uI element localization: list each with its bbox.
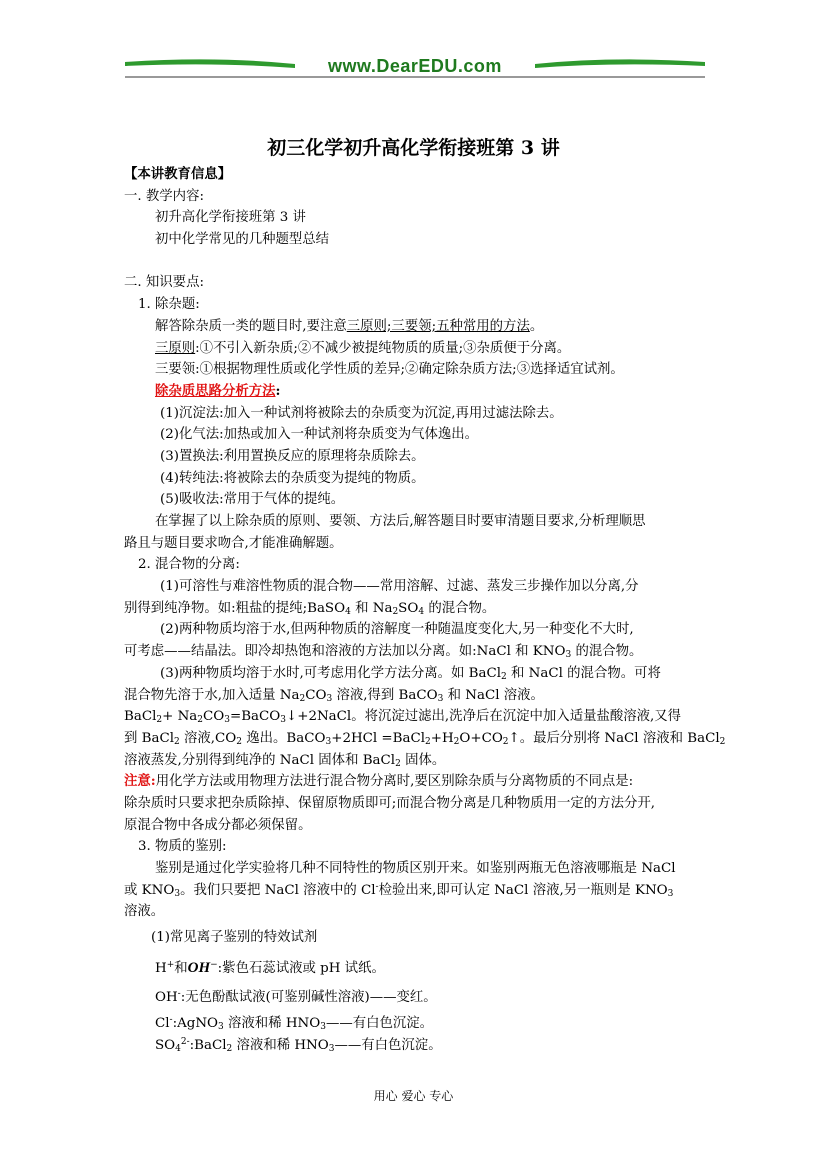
section-2-heading: 二. 知识要点: (124, 275, 204, 291)
note-line: 注意:用化学方法或用物理方法进行混合物分离时,要区别除杂质与分离物质的不同点是: (124, 773, 634, 790)
point-1-heading: 1. 除杂题: (138, 297, 200, 313)
section-1-heading: 一. 教学内容: (124, 188, 204, 204)
section-heading: 【本讲教育信息】 (124, 166, 232, 182)
note-line: 原混合物中各成分都必须保留。 (124, 817, 312, 833)
page-header (125, 52, 705, 82)
page-title: 初三化学初升高化学衔接班第 3 讲 (267, 137, 560, 159)
method-item: (2)化气法:加热或加入一种试剂将杂质变为气体逸出。 (160, 427, 479, 443)
paragraph-line: 三原则:①不引入新杂质;②不减少被提纯物质的质量;③杂质便于分离。 (155, 340, 571, 356)
content-line: 初升高化学衔接班第 3 讲 (155, 210, 306, 226)
point-3-heading: 3. 物质的鉴别: (138, 839, 227, 855)
method-item: (3)置换法:利用置换反应的原理将杂质除去。 (160, 448, 425, 464)
paragraph-line: 路且与题目要求吻合,才能准确解题。 (124, 535, 343, 551)
paragraph-line: 在掌握了以上除杂质的原则、要领、方法后,解答题目时要审清题目要求,分析理顺思 (155, 514, 646, 529)
subheading: (1)常见离子鉴别的特效试剂 (151, 930, 318, 946)
reagent-line: Cl-:AgNO$_3$ 溶液和稀 $HNO_3——$有白色沉淀。 (155, 1015, 434, 1033)
site-logo: www.DearEDU.com (328, 56, 502, 76)
reagent-line: OH-:无色酚酞试液(可鉴别碱性溶液)——变红。 (155, 989, 437, 1006)
paragraph-line: 或 $KNO_3$。我们只要把 NaCl 溶液中的 Cl-检验出来,即可认定 NaCl 溶液,另一瓶则是 $KNO_3$ (124, 881, 674, 899)
paragraph-line: (1)可溶性与难溶性物质的混合物——常用溶解、过滤、蒸发三步操作加以分离,分 (160, 579, 639, 595)
paragraph-line: 三要领:①根据物理性质或化学性质的差异;②确定除杂质方法;③选择适宜试剂。 (155, 362, 624, 378)
reagent-line: $SO_4^{2-}:BaCl_2$ 溶液和稀 $HNO_3——$有白色沉淀。 (155, 1036, 442, 1054)
page-footer: 用心 爱心 专心 (373, 1089, 454, 1103)
equation-line: BaCl$_2$+ $Na_2CO_3=BaCO_3↓+2NaCl$。将沉淀过滤出,洗净后在沉淀中加入适量盐酸溶液,又得 (124, 709, 682, 726)
paragraph-line: 溶液蒸发,分别得到纯净的 NaCl 固体和 BaCl$_2$ 固体。 (124, 752, 446, 769)
paragraph-line: 溶液。 (124, 904, 165, 920)
paragraph-line: (3)两种物质均溶于水时,可考虑用化学方法分离。如 BaCl$_2$ 和 NaCl 的混合物。可将 (160, 665, 661, 682)
paragraph-line: (2)两种物质均溶于水,但两种物质的溶解度一种随温度变化大,另一种变化不大时, (160, 622, 634, 638)
paragraph-line: 解答除杂质一类的题目时,要注意三原则;三要领;五种常用的方法。 (155, 318, 544, 334)
reagent-line: H+和OH−:紫色石蕊试液或 pH 试纸。 (155, 960, 385, 977)
document-body (124, 164, 726, 1056)
content-line: 初中化学常见的几种题型总结 (155, 232, 330, 248)
method-item: (5)吸收法:常用于气体的提纯。 (160, 492, 345, 508)
method-heading: 除杂质思路分析方法: (155, 382, 281, 399)
paragraph-line: 可考虑——结晶法。即冷却热饱和溶液的方法加以分离。如:NaCl 和 $KNO_3$ 的混合物。 (124, 644, 643, 661)
equation-line: 到 BaCl$_2$ 溶液$,CO_2$ 逸出。BaCO$_3$+2HCl $=BaCl_2+H_2O+CO_2↑$。最后分别将 NaCl 溶液和 BaCl$_2$ (124, 730, 726, 747)
method-item: (4)转纯法:将被除去的杂质变为提纯的物质。 (160, 470, 425, 486)
paragraph-line: 鉴别是通过化学实验将几种不同特性的物质区别开来。如鉴别两瓶无色溶液哪瓶是 NaCl (155, 861, 676, 876)
note-label: 注意: (124, 773, 156, 790)
paragraph-line: 别得到纯净物。如:粗盐的提纯;BaSO$_4$ 和 $Na_2SO_4$ 的混合物。 (124, 600, 496, 617)
point-2-heading: 2. 混合物的分离: (138, 557, 240, 573)
note-line: 除杂质时只要求把杂质除掉、保留原物质即可;而混合物分离是几种物质用一定的方法分开, (124, 795, 655, 811)
method-item: (1)沉淀法:加入一种试剂将被除去的杂质变为沉淀,再用过滤法除去。 (160, 405, 563, 421)
paragraph-line: 混合物先溶于水,加入适量 $Na_2CO_3$ 溶液,得到 BaCO$_3$ 和 NaCl 溶液。 (124, 687, 544, 704)
